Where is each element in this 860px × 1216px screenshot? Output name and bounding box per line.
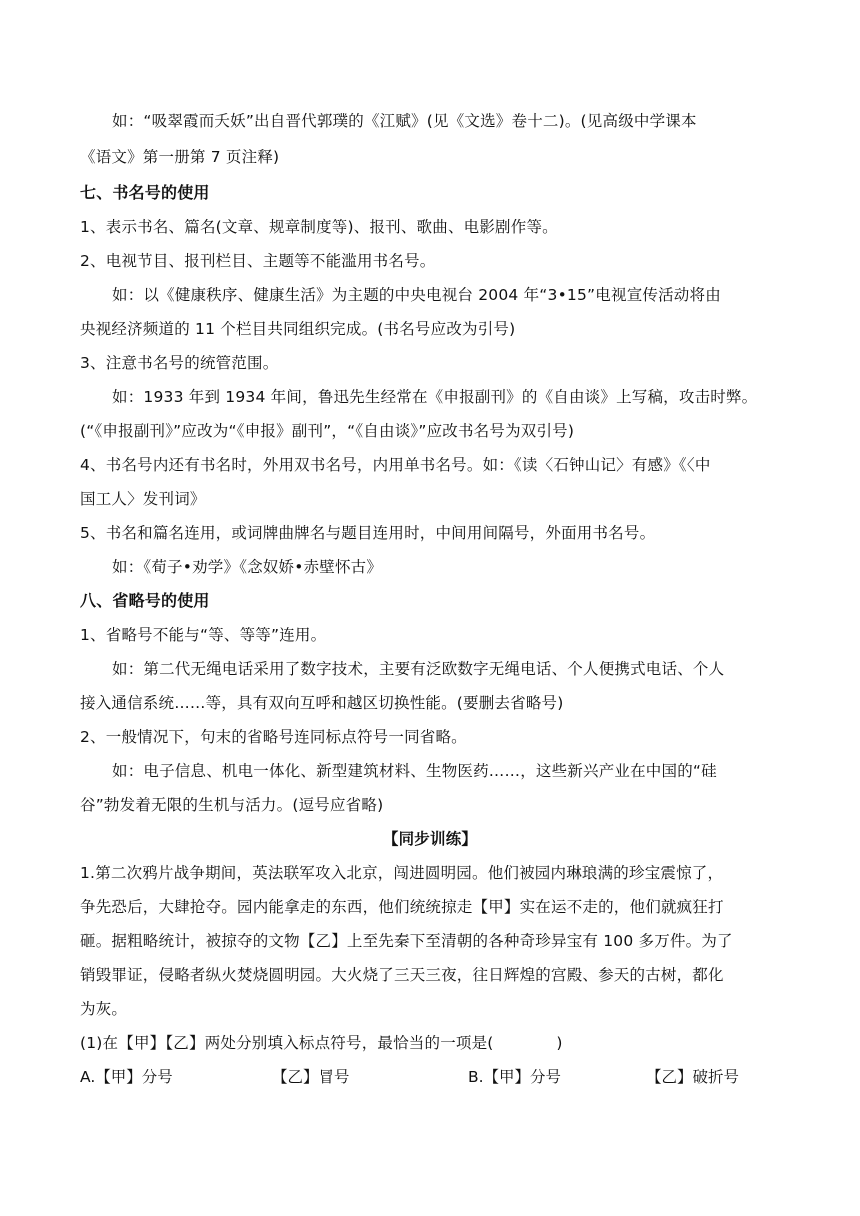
rule-item: 2、一般情况下，句末的省略号连同标点符号一同省略。 xyxy=(80,728,467,746)
example-line: 如：第二代无绳电话采用了数字技术，主要有泛欧数字无绳电话、个人便携式电话、个人 xyxy=(112,660,725,678)
section-heading-ellipsis: 八、省略号的使用 xyxy=(80,591,210,610)
rule-item: 1、省略号不能与“等、等等”连用。 xyxy=(80,626,327,644)
example-line: 如：《荀子•劝学》《念奴娇•赤壁怀古》 xyxy=(112,558,383,576)
example-line-continued: 谷”勃发着无限的生机与活力。(逗号应省略) xyxy=(80,796,384,814)
question-passage: 争先恐后，大肆抢夺。园内能拿走的东西，他们统统掠走【甲】实在运不走的，他们就疯狂打 xyxy=(80,898,724,916)
example-line-continued: 《语文》第一册第 7 页注释) xyxy=(80,148,280,166)
rule-item: 4、书名号内还有书名时，外用双书名号，内用单书名号。如：《读〈石钟山记〉有感》《〈中 xyxy=(80,456,711,474)
example-line-continued: 央视经济频道的 11 个栏目共同组织完成。(书名号应改为引号) xyxy=(80,320,516,338)
option-a-label: A.【甲】分号 xyxy=(80,1068,173,1086)
question-passage: 为灰。 xyxy=(80,1000,128,1018)
rule-item: 2、电视节目、报刊栏目、主题等不能滥用书名号。 xyxy=(80,252,436,270)
question-prompt: (1)在【甲】【乙】两处分别填入标点符号，最恰当的一项是( ) xyxy=(80,1034,563,1052)
example-line: 如：“吸翠霞而夭妖”出自晋代郭璞的《江赋》(见《文选》卷十二)。(见高级中学课本 xyxy=(112,112,697,130)
question-passage: 砸。据粗略统计，被掠夺的文物【乙】上至先秦下至清朝的各种奇珍异宝有 100 多万件。为了 xyxy=(80,932,733,950)
example-line: 如：以《健康秩序、健康生活》为主题的中央电视台 2004 年“3•15”电视宣传活动将由 xyxy=(112,286,721,304)
rule-item: 3、注意书名号的统管范围。 xyxy=(80,354,279,372)
rule-item-continued: 国工人〉发刊词》 xyxy=(80,490,206,508)
section-heading-book-title-marks: 七、书名号的使用 xyxy=(80,183,210,202)
question-passage: 1.第二次鸦片战争期间，英法联军攻入北京，闯进圆明园。他们被园内琳琅满的珍宝震惊了， xyxy=(80,864,724,882)
question-passage: 销毁罪证，侵略者纵火焚烧圆明园。大火烧了三天三夜，往日辉煌的宫殿、参天的古树，都化 xyxy=(80,966,724,984)
example-line-continued: 接入通信系统……等，具有双向互呼和越区切换性能。(要删去省略号) xyxy=(80,694,564,712)
example-line: 如：1933 年到 1934 年间，鲁迅先生经常在《申报副刊》的《自由谈》上写稿，攻击时弊。 xyxy=(112,388,758,406)
example-line-continued: (“《申报副刊》”应改为“《申报》副刊”，“《自由谈》”应改书名号为双引号) xyxy=(80,422,575,440)
option-a-value: 【乙】冒号 xyxy=(272,1068,350,1086)
example-line: 如：电子信息、机电一体化、新型建筑材料、生物医药……，这些新兴产业在中国的“硅 xyxy=(112,762,717,780)
option-b-value: 【乙】破折号 xyxy=(646,1068,740,1086)
rule-item: 1、表示书名、篇名(文章、规章制度等)、报刊、歌曲、电影剧作等。 xyxy=(80,218,558,236)
rule-item: 5、书名和篇名连用，或词牌曲牌名与题目连用时，中间用间隔号，外面用书名号。 xyxy=(80,524,656,542)
practice-section-title: 【同步训练】 xyxy=(382,830,478,848)
option-b-label: B.【甲】分号 xyxy=(468,1068,562,1086)
